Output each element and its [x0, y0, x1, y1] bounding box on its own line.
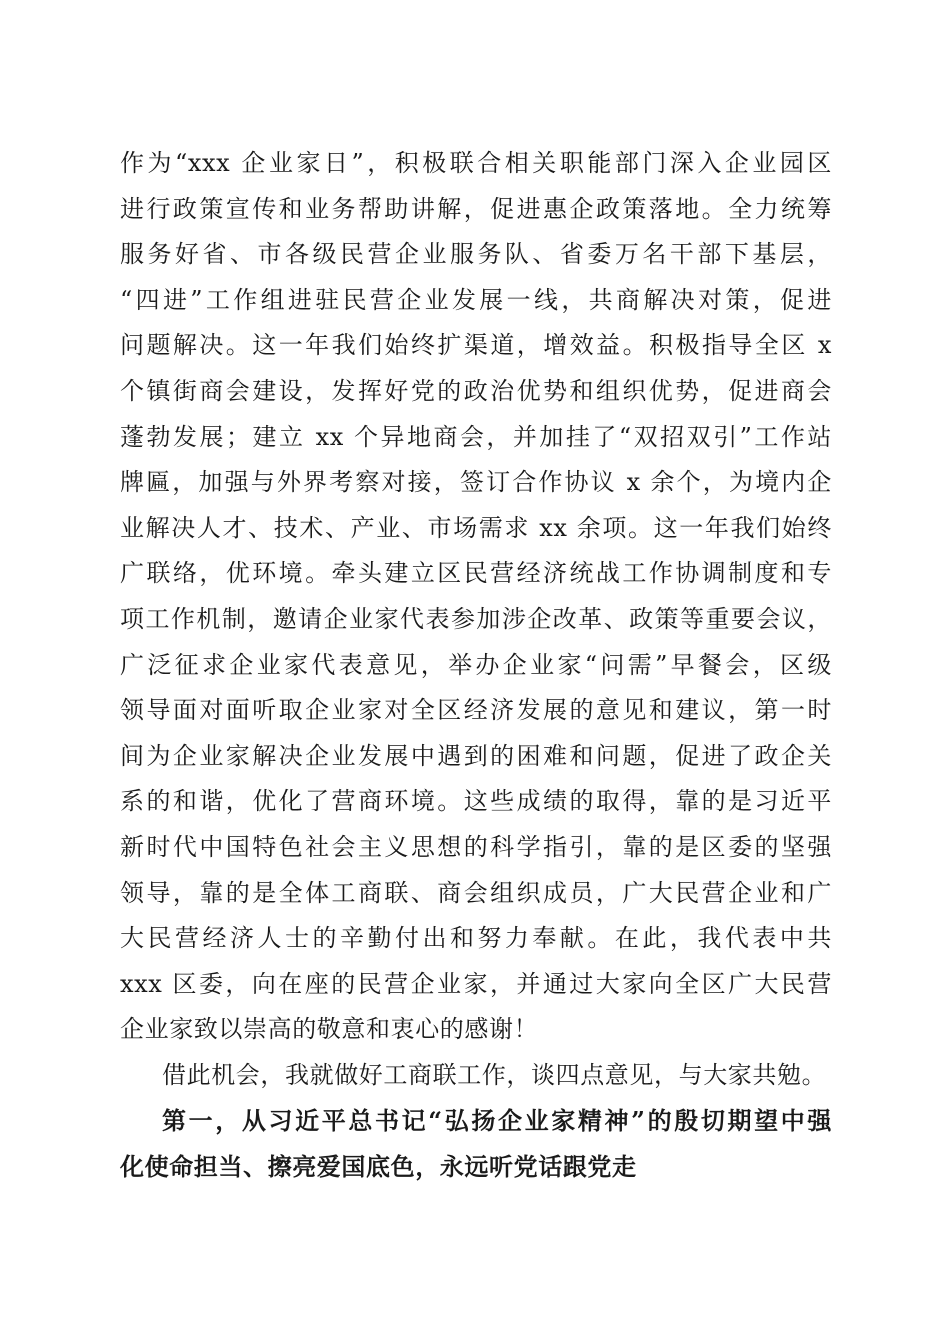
text-line: “四进”工作组进驻民营企业发展一线，共商解决对策，促进 [120, 285, 832, 314]
text-line: 领导，靠的是全体工商联、商会组织成员，广大民营企业和广 [120, 878, 832, 907]
text-line: 蓬勃发展；建立 xx 个异地商会，并加挂了“双招双引”工作站 [120, 422, 832, 451]
section-heading-first [120, 1098, 832, 1189]
text-line: 作为“xxx 企业家日”，积极联合相关职能部门深入企业园区 [120, 149, 832, 177]
text-line: 领导面对面听取企业家对全区经济发展的意见和建议，第一时 [120, 696, 832, 725]
document-body [120, 141, 832, 1190]
paragraph-intro-opinions [120, 1053, 832, 1099]
text-line: xxx 区委，向在座的民营企业家，并通过大家向全区广大民营 [120, 969, 832, 998]
text-line: 业解决人才、技术、产业、市场需求 xx 余项。这一年我们始终 [120, 513, 832, 542]
text-line: 借此机会，我就做好工商联工作，谈四点意见，与大家共勉。 [162, 1060, 827, 1089]
heading-line: 第一，从习近平总书记“弘扬企业家精神”的殷切期望中强 [162, 1106, 832, 1136]
text-line: 进行政策宣传和业务帮助讲解，促进惠企政策落地。全力统筹 [120, 194, 832, 223]
heading-line: 化使命担当、擦亮爱国底色，永远听党话跟党走 [120, 1152, 637, 1182]
text-line: 间为企业家解决企业发展中遇到的困难和问题，促进了政企关 [120, 741, 832, 770]
text-line: 牌匾，加强与外界考察对接，签订合作协议 x 余个，为境内企 [120, 468, 832, 497]
text-line: 项工作机制，邀请企业家代表参加涉企改革、政策等重要会议， [120, 604, 832, 633]
text-line: 新时代中国特色社会主义思想的科学指引，靠的是区委的坚强 [120, 832, 832, 861]
text-line: 广联络，优环境。牵头建立区民营经济统战工作协调制度和专 [120, 559, 832, 588]
text-line: 企业家致以崇高的敬意和衷心的感谢！ [120, 1015, 539, 1044]
text-line: 大民营经济人士的辛勤付出和努力奉献。在此，我代表中共 [120, 924, 832, 953]
text-line: 个镇街商会建设，发挥好党的政治优势和组织优势，促进商会 [120, 376, 832, 405]
text-line: 系的和谐，优化了营商环境。这些成绩的取得，靠的是习近平 [120, 787, 832, 816]
text-line: 问题解决。这一年我们始终扩渠道，增效益。积极指导全区 x [120, 331, 832, 360]
text-line: 服务好省、市各级民营企业服务队、省委万名干部下基层， [120, 240, 832, 269]
text-line: 广泛征求企业家代表意见，举办企业家“问需”早餐会，区级 [120, 650, 832, 679]
paragraph-achievements [120, 141, 832, 1053]
